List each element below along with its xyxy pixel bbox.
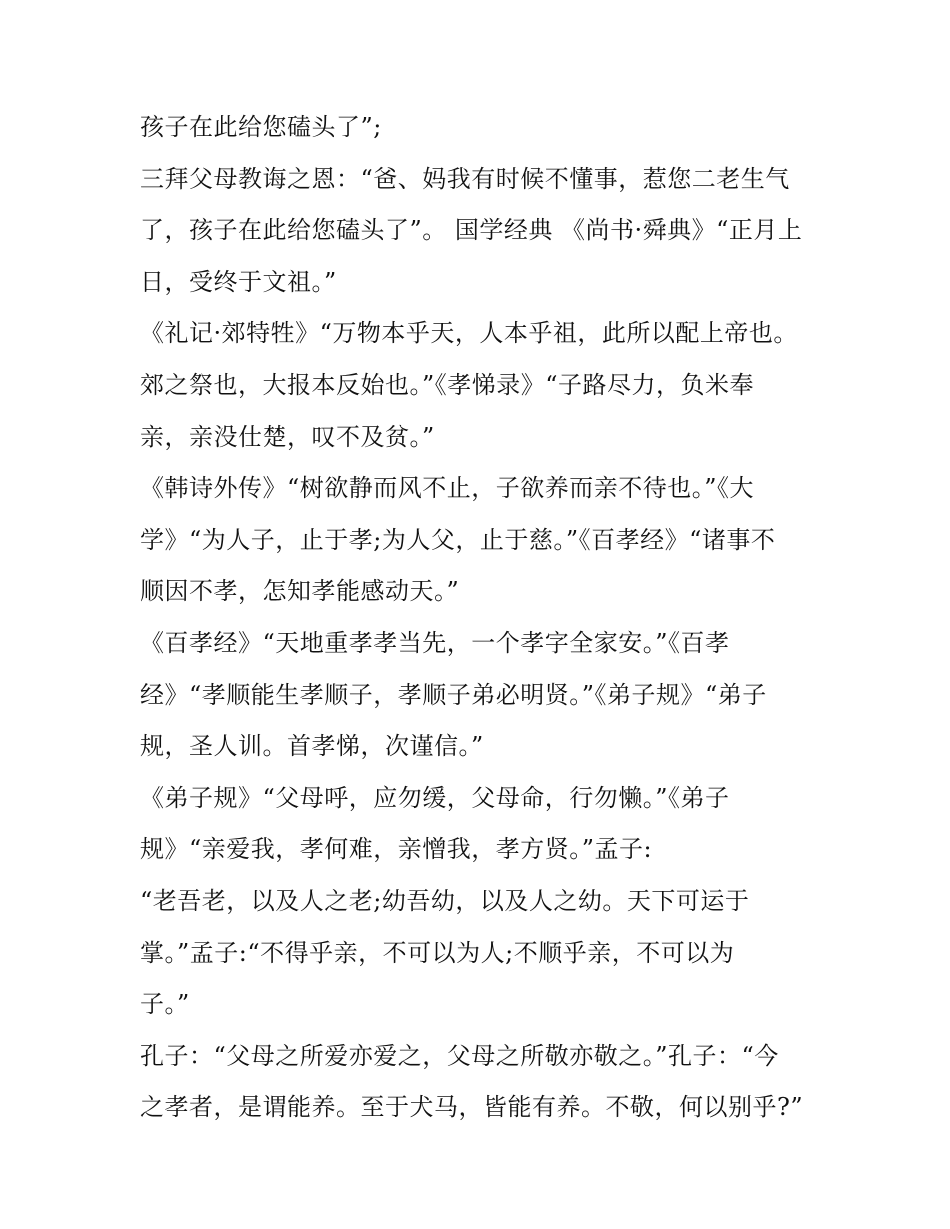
text-line: 子。” <box>140 990 190 1019</box>
text-line: 学》“为人子，止于孝;为人父，止于慈。”《百孝经》“诸事不 <box>140 525 776 554</box>
text-line: “老吾老，以及人之老;幼吾幼，以及人之幼。天下可运于 <box>140 886 750 915</box>
text-line: 孩子在此给您磕头了”; <box>140 113 382 141</box>
text-line: 《百孝经》“天地重孝孝当先，一个孝字全家安。”《百孝 <box>140 628 730 657</box>
text-line: 掌。”孟子:“不得乎亲，不可以为人;不顺乎亲，不可以为 <box>140 938 735 967</box>
text-line: 亲，亲没仕楚，叹不及贫。” <box>140 422 435 451</box>
text-line: 顺因不孝，怎知孝能感动天。” <box>140 577 460 606</box>
text-line: 规，圣人训。首孝悌，次谨信。” <box>140 732 484 761</box>
text-line: 规》“亲爱我，孝何难，亲憎我，孝方贤。”孟子: <box>140 835 653 864</box>
text-line: 《弟子规》“父母呼，应勿缓，父母命，行勿懒。”《弟子 <box>140 783 730 812</box>
text-line: 《礼记·郊特牲》“万物本乎天，人本乎祖，此所以配上帝也。 <box>140 319 798 348</box>
text-line: 之孝者，是谓能养。至于犬马，皆能有养。不敬，何以别乎?” <box>140 1093 804 1122</box>
text-line: 日，受终于文祖。” <box>140 267 337 296</box>
text-line: 三拜父母教诲之恩：“爸、妈我有时候不懂事，惹您二老生气 <box>140 164 790 193</box>
text-line: 了，孩子在此给您磕头了”。 国学经典 《尚书·舜典》“正月上 <box>140 216 803 245</box>
text-line: 经》“孝顺能生孝顺子，孝顺子弟必明贤。”《弟子规》“弟子 <box>140 680 767 709</box>
text-line: 郊之祭也，大报本反始也。”《孝悌录》“子路尽力，负米奉 <box>140 370 755 399</box>
text-line: 孔子：“父母之所爱亦爱之，父母之所敬亦敬之。”孔子：“今 <box>140 1041 779 1070</box>
text-line: 《韩诗外传》“树欲静而风不止，子欲养而亲不待也。”《大 <box>140 474 755 503</box>
document-body <box>140 102 820 1134</box>
